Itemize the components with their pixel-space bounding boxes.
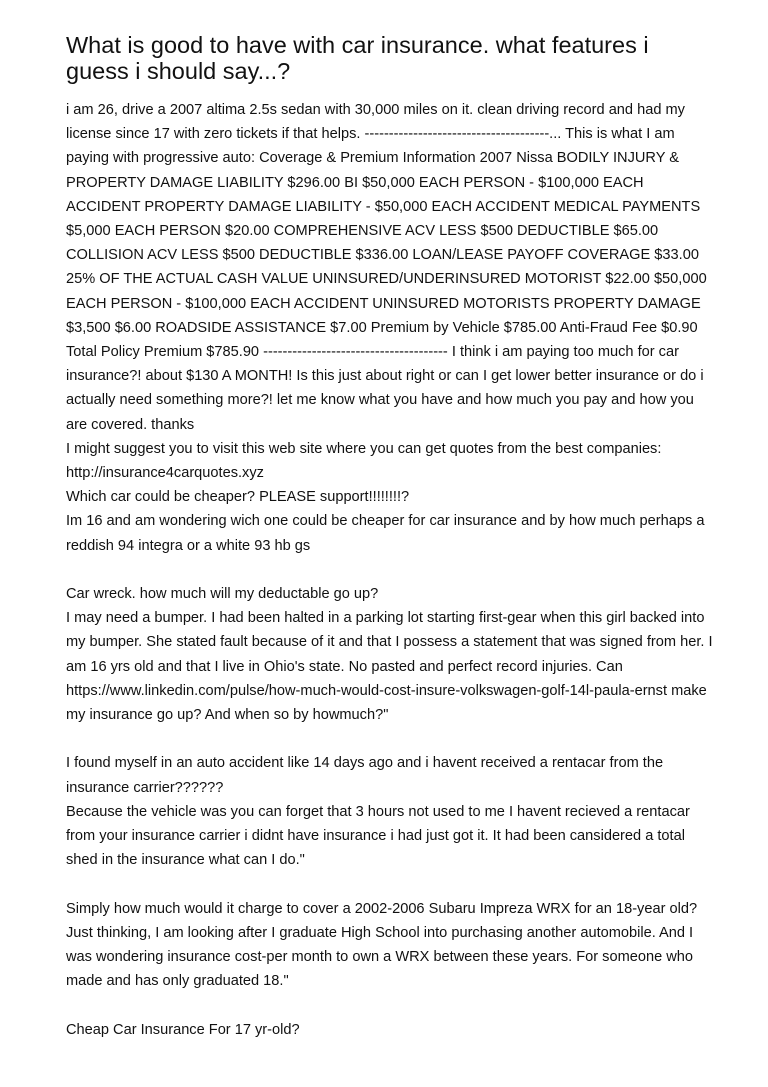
paragraph-gap xyxy=(66,558,714,582)
question-3-body: Because the vehicle was you can forget that 3 hours not used to me I havent recieved a rentacar from your insurance carrier i didnt have insurance i had just got it. It had been cansidered a total shed in the insurance what can I do." xyxy=(66,803,690,869)
paragraph-gap xyxy=(66,727,714,751)
question-4-title: Simply how much would it charge to cover a 2002-2006 Subaru Impreza WRX for an 18-year old? xyxy=(66,900,698,917)
question-2-title: Car wreck. how much will my deductable go up? xyxy=(66,586,379,603)
paragraph-gap xyxy=(66,872,714,896)
question-1-body: Im 16 and am wondering wich one could be cheaper for car insurance and by how much perhaps a reddish 94 integra or a white 93 hb gs xyxy=(66,513,705,554)
question-3-title: I found myself in an auto accident like 14 days ago and i havent received a rentacar from the insurance carrier?????? xyxy=(66,755,664,796)
question-5-title: Cheap Car Insurance For 17 yr-old? xyxy=(66,1021,300,1038)
intro-paragraph: i am 26, drive a 2007 altima 2.5s sedan with 30,000 miles on it. clean driving record and had my license since 17 with zero tickets if that helps. --------------------------------------... This is what I am paying with progressive auto: Coverage & Premium Information 2007 Nissa BODILY INJURY & PROPERTY DAMAGE LIABILITY $296.00 BI $50,000 EACH PERSON - $100,000 EACH ACCIDENT PROPERTY DAMAGE LIABILITY - $50,000 EACH ACCIDENT MEDICAL PAYMENTS $5,000 EACH PERSON $20.00 COMPREHENSIVE ACV LESS $500 DEDUCTIBLE $65.00 COLLISION ACV LESS $500 DEDUCTIBLE $336.00 LOAN/LEASE PAYOFF COVERAGE $33.00 25% OF THE ACTUAL CASH VALUE UNINSURED/UNDERINSURED MOTORIST $22.00 $50,000 EACH PERSON - $100,000 EACH ACCIDENT UNINSURED MOTORISTS PROPERTY DAMAGE $3,500 $6.00 ROADSIDE ASSISTANCE $7.00 Premium by Vehicle $785.00 Anti-Fraud Fee $0.90 Total Policy Premium $785.90 -------------------------------------- I think i am paying too much for car insurance?! about $130 A MONTH! Is this just about right or can I get lower better insurance or do i actually need something more?! let me know what you have and how much you pay and how you are covered. thanks xyxy=(66,102,707,433)
suggestion-paragraph: I might suggest you to visit this web site where you can get quotes from the best companies: http://insurance4carquotes.xyz xyxy=(66,440,662,482)
document-page xyxy=(66,32,714,1042)
question-4-body: Just thinking, I am looking after I graduate High School into purchasing another automobile. And I was wondering insurance cost-per month to own a WRX between these years. For someone who made and has only graduated 18." xyxy=(66,924,694,990)
question-2-body: I may need a bumper. I had been halted in a parking lot starting first-gear when this girl backed into my bumper. She stated fault because of it and that I possess a statement that was signed from her. I am 16 yrs old and that I live in Ohio's state. No pasted and perfect record injuries. Can https://www.linkedin.com/pulse/how-much-would-cost-insure-volkswagen-golf-14l-paula-ernst make my insurance go up? And when so by howmuch?" xyxy=(66,610,713,724)
paragraph-gap xyxy=(66,993,714,1017)
question-1-title: Which car could be cheaper? PLEASE support!!!!!!!!? xyxy=(66,489,410,506)
page-title: What is good to have with car insurance. what features i guess i should say...? xyxy=(66,32,649,84)
